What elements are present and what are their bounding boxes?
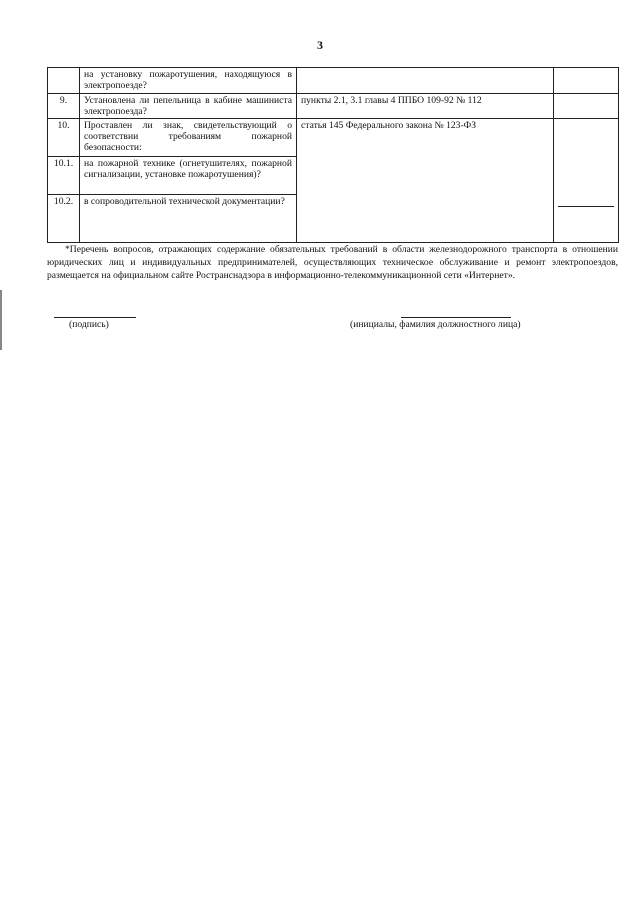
reference-cell xyxy=(297,68,554,94)
answer-cell xyxy=(554,68,619,94)
question-cell xyxy=(80,119,297,157)
answer-cell xyxy=(554,119,619,243)
row-number xyxy=(48,68,80,94)
footnote: *Перечень вопросов, отражающих содержание обязательных требований в области железнодорожного транспорта в отношении юридических лиц и индивидуальных предпринимателей, осуществляющих техническое обслуживание и ремонт электропоездов, размещается на официальном сайте Ространснадзора в информационно-телекоммуникационной сети «Интернет». xyxy=(47,244,618,281)
checklist-table xyxy=(47,67,619,243)
question-cell xyxy=(80,68,297,94)
question-cell xyxy=(80,195,297,243)
scan-edge-mark xyxy=(0,290,2,350)
name-line xyxy=(401,317,511,318)
question-text: в сопроводительной технической документации? xyxy=(84,196,285,207)
answer-cell xyxy=(554,94,619,119)
row-number: 10.1. xyxy=(48,157,80,195)
question-text: на пожарной технике (огнетушителях, пожарной сигнализации, установке пожаротушения)? xyxy=(84,158,292,180)
question-cell xyxy=(80,94,297,119)
page-number: 3 xyxy=(317,38,323,52)
question-text: Проставлен ли знак, свидетельствующий о соответствии требованиям пожарной безопасности: xyxy=(84,120,292,153)
reference-cell: пункты 2.1, 3.1 главы 4 ППБО 109-92 № 112 xyxy=(297,94,554,119)
row-number: 10. xyxy=(48,119,80,157)
signature-line xyxy=(54,317,136,318)
table-row xyxy=(48,94,619,119)
signature-caption: (подпись) xyxy=(69,319,109,330)
question-text: на установку пожаротушения, находящуюся в электропоезде? xyxy=(84,69,292,91)
name-caption: (инициалы, фамилия должностного лица) xyxy=(350,319,521,330)
question-cell xyxy=(80,157,297,195)
reference-cell: статья 145 Федерального закона № 123-ФЗ xyxy=(297,119,554,243)
row-number: 9. xyxy=(48,94,80,119)
question-text: Установлена ли пепельница в кабине машиниста электропоезда? xyxy=(84,95,292,117)
table-row xyxy=(48,119,619,157)
row-number: 10.2. xyxy=(48,195,80,243)
table-row xyxy=(48,68,619,94)
